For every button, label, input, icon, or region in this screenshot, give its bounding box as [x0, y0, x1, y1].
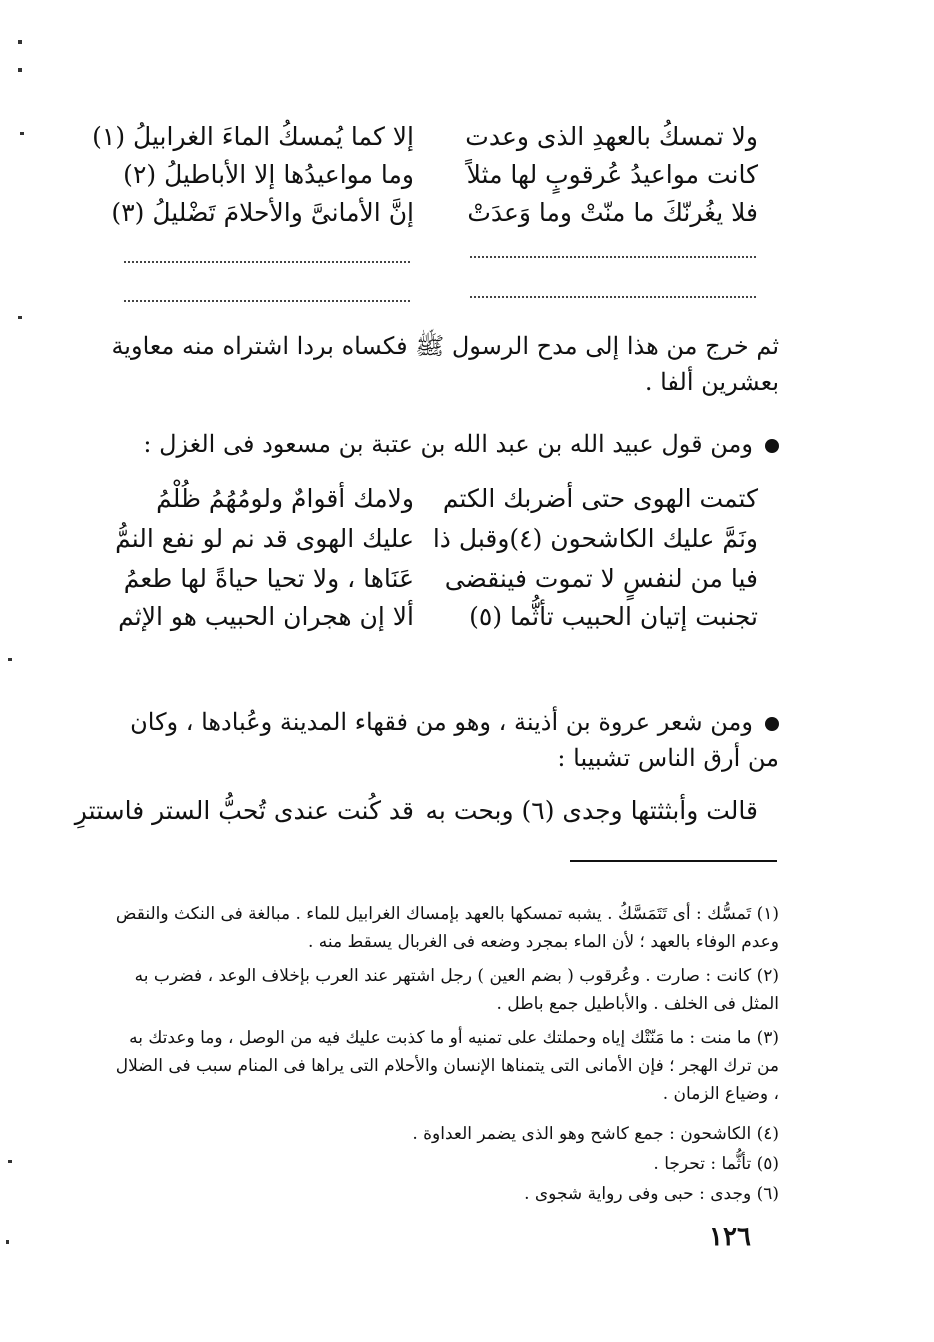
poem2-verse-2-right: ونَمَّ عليك الكاشحون (٤)وقبل ذا [432, 524, 758, 553]
footnote-1: (١) تَمسُّك : أى تَتَمَسَّكُ . يشبه تمسكها بالعهد بإمساك الغرابيل للماء . مبالغة فى النكث والنقض وعدم الوفاء بالعهد ؛ لأن الماء بمجرد وضعه فى الغربال يسقط منه . [115, 904, 779, 952]
section-heading-2 [109, 426, 779, 462]
poem2-verse-1-left: ولامك أقوامٌ ولومُهُمُ ظُلْمُ [156, 484, 414, 513]
poem3-verse-1-left: قد كُنت عندى تُحبُّ الستر فاستترِ [74, 796, 414, 825]
footnote-2: (٢) كانت : صارت . وعُرقوب ( بضم العين ) رجل اشتهر عند العرب بإخلاف الوعد ، فضرب به المثل فى الخلف . والأباطيل جمع باطل . [134, 966, 779, 1014]
poem2-verse-3-right: فيا من لنفسٍ لا تموت فينقضى [444, 564, 758, 593]
poem2-verse-3-left: عَنَاها ، ولا تحيا حياةً لها طعمُ [123, 564, 414, 593]
scan-mark [8, 658, 12, 661]
verse-2-left: وما مواعيدُها إلا الأباطيلُ (٢) [123, 160, 414, 189]
poem2-verse-4-left: ألا إن هجران الحبيب هو الإثم [118, 602, 414, 631]
section-heading-3 [109, 704, 779, 776]
ellipsis-line [470, 256, 756, 258]
ellipsis-line [470, 296, 756, 298]
scan-mark [18, 316, 22, 319]
verse-3-left: إنَّ الأمانىَّ والأحلامَ تَضْليلُ (٣) [111, 198, 414, 227]
verse-3-right: فلا يغُرنّكَ ما منّتْ وما وَعدَتْ [467, 198, 758, 227]
bullet-icon [765, 717, 779, 731]
section-heading-text: ومن قول عبيد الله بن عبد الله بن عتبة بن مسعود فى الغزل : [143, 430, 753, 458]
paragraph-praise [109, 328, 779, 400]
ellipsis-line [124, 261, 410, 263]
poem3-verse-1-right: قالت وأبثثتها وجدى (٦) وبحت به [425, 796, 758, 825]
verse-1-left: إلا كما يُمسكُ الماءَ الغرابيلُ (١) [92, 122, 414, 151]
scan-mark [18, 40, 22, 44]
scan-mark [6, 1240, 9, 1244]
page-number: ١٢٦ [709, 1222, 751, 1252]
scan-mark [20, 132, 24, 135]
footnote-3: (٣) ما منت : ما مَنّتْك إياه وحملتك على تمنيه أو ما كذبت عليك فيه من الوصل ، وما وعدتك به من ترك الهجر ؛ فإن الأمانى التى يتمناها الإنسان والأحلام التى يراها فى المنام سبب فى الضلال ، وضياع الزمان . [115, 1028, 779, 1104]
footnote-rule [570, 860, 777, 862]
scan-mark [18, 68, 22, 72]
scan-mark [8, 1160, 12, 1163]
ellipsis-line [124, 300, 410, 302]
bullet-icon [765, 439, 779, 453]
footnote-6: (٦) وجدى : حبى وفى رواية شجوى . [524, 1184, 779, 1204]
footnote-4: (٤) الكاشحون : جمع كاشح وهو الذى يضمر العداوة . [412, 1124, 779, 1144]
poem2-verse-4-right: تجنبت إتيان الحبيب تأثُّما (٥) [469, 602, 758, 631]
verse-1-right: ولا تمسكُ بالعهدِ الذى وعدت [465, 122, 758, 151]
poem2-verse-2-left: عليك الهوى قد نم لو نفع النمُّ [115, 524, 414, 553]
verse-2-right: كانت مواعيدُ عُرقوبٍ لها مثلاً [466, 160, 758, 189]
poem2-verse-1-right: كتمت الهوى حتى أضربك الكتم [442, 484, 758, 513]
footnote-5: (٥) تأثُّما : تحرجا . [653, 1154, 779, 1174]
section-heading-text: ومن شعر عروة بن أذينة ، وهو من فقهاء المدينة وعُبادها ، وكان من أرق الناس تشبيبا : [130, 708, 779, 772]
paragraph-text: ثم خرج من هذا إلى مدح الرسول ﷺ فكساه بردا اشتراه منه معاوية بعشرين ألفا . [111, 332, 779, 396]
